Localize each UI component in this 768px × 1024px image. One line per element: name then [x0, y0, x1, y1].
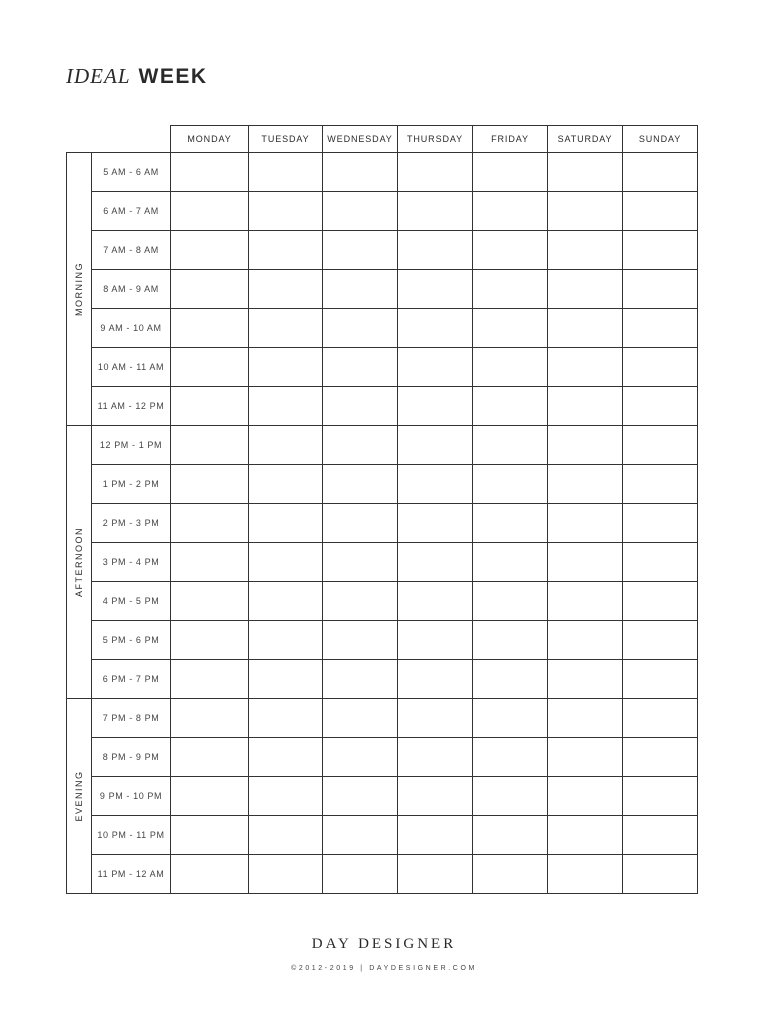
schedule-cell-wednesday[interactable]: [323, 855, 398, 894]
time-slot-label: 5 PM - 6 PM: [92, 621, 171, 660]
day-header-row: [67, 126, 698, 153]
schedule-cell-wednesday[interactable]: [323, 738, 398, 777]
schedule-cell-saturday[interactable]: [548, 660, 623, 699]
time-slot-label: 10 AM - 11 AM: [92, 348, 171, 387]
schedule-cell-monday[interactable]: [171, 270, 249, 309]
time-slot-label: 1 PM - 2 PM: [92, 465, 171, 504]
schedule-cell-wednesday[interactable]: [323, 153, 398, 192]
period-label: MORNING: [74, 262, 84, 316]
schedule-cell-monday[interactable]: [171, 504, 249, 543]
schedule-cell-thursday[interactable]: [398, 660, 473, 699]
schedule-cell-saturday[interactable]: [548, 426, 623, 465]
schedule-cell-friday[interactable]: [473, 426, 548, 465]
schedule-cell-wednesday[interactable]: [323, 465, 398, 504]
schedule-cell-thursday[interactable]: [398, 465, 473, 504]
schedule-cell-tuesday[interactable]: [249, 231, 323, 270]
schedule-cell-saturday[interactable]: [548, 621, 623, 660]
schedule-cell-thursday[interactable]: [398, 192, 473, 231]
schedule-cell-friday[interactable]: [473, 231, 548, 270]
period-label: EVENING: [74, 770, 84, 822]
period-label: AFTERNOON: [74, 526, 84, 598]
time-slot-label: 8 PM - 9 PM: [92, 738, 171, 777]
schedule-cell-saturday[interactable]: [548, 777, 623, 816]
schedule-cell-saturday[interactable]: [548, 699, 623, 738]
title-ideal: IDEAL: [66, 64, 131, 88]
schedule-cell-saturday[interactable]: [548, 348, 623, 387]
schedule-cell-monday[interactable]: [171, 153, 249, 192]
schedule-cell-thursday[interactable]: [398, 426, 473, 465]
schedule-cell-wednesday[interactable]: [323, 192, 398, 231]
schedule-cell-monday[interactable]: [171, 699, 249, 738]
time-slot-label: 5 AM - 6 AM: [92, 153, 171, 192]
schedule-cell-wednesday[interactable]: [323, 348, 398, 387]
time-slot-row: [67, 153, 698, 192]
schedule-cell-monday[interactable]: [171, 543, 249, 582]
schedule-cell-saturday[interactable]: [548, 270, 623, 309]
schedule-cell-wednesday[interactable]: [323, 309, 398, 348]
schedule-cell-wednesday[interactable]: [323, 660, 398, 699]
time-slot-label: 10 PM - 11 PM: [92, 816, 171, 855]
time-slot-label: 7 AM - 8 AM: [92, 231, 171, 270]
schedule-cell-saturday[interactable]: [548, 465, 623, 504]
time-slot-label: 12 PM - 1 PM: [92, 426, 171, 465]
schedule-cell-saturday[interactable]: [548, 192, 623, 231]
schedule-cell-tuesday[interactable]: [249, 699, 323, 738]
schedule-cell-monday[interactable]: [171, 231, 249, 270]
schedule-cell-wednesday[interactable]: [323, 582, 398, 621]
schedule-cell-monday[interactable]: [171, 738, 249, 777]
schedule-cell-tuesday[interactable]: [249, 660, 323, 699]
schedule-cell-friday[interactable]: [473, 387, 548, 426]
schedule-cell-friday[interactable]: [473, 660, 548, 699]
time-slot-row: [67, 309, 698, 348]
schedule-cell-monday[interactable]: [171, 309, 249, 348]
schedule-cell-monday[interactable]: [171, 816, 249, 855]
day-header-tuesday: TUESDAY: [249, 126, 323, 153]
time-slot-row: [67, 504, 698, 543]
day-header-monday: MONDAY: [171, 126, 249, 153]
period-evening: [67, 699, 92, 894]
schedule-cell-saturday[interactable]: [548, 855, 623, 894]
time-slot-row: [67, 738, 698, 777]
schedule-cell-sunday[interactable]: [623, 582, 698, 621]
day-header-sunday: SUNDAY: [623, 126, 698, 153]
schedule-cell-tuesday[interactable]: [249, 270, 323, 309]
schedule-cell-thursday[interactable]: [398, 777, 473, 816]
page-title: [66, 62, 208, 91]
time-slot-label: 9 AM - 10 AM: [92, 309, 171, 348]
schedule-cell-tuesday[interactable]: [249, 816, 323, 855]
schedule-cell-thursday[interactable]: [398, 153, 473, 192]
time-slot-row: [67, 426, 698, 465]
schedule-cell-saturday[interactable]: [548, 387, 623, 426]
schedule-cell-wednesday[interactable]: [323, 270, 398, 309]
schedule-cell-sunday[interactable]: [623, 153, 698, 192]
time-slot-label: 8 AM - 9 AM: [92, 270, 171, 309]
schedule-cell-thursday[interactable]: [398, 270, 473, 309]
schedule-cell-saturday[interactable]: [548, 153, 623, 192]
time-slot-row: [67, 465, 698, 504]
time-slot-row: [67, 348, 698, 387]
time-slot-row: [67, 192, 698, 231]
schedule-cell-friday[interactable]: [473, 699, 548, 738]
schedule-cell-monday[interactable]: [171, 855, 249, 894]
schedule-cell-monday[interactable]: [171, 465, 249, 504]
schedule-cell-tuesday[interactable]: [249, 309, 323, 348]
schedule-cell-friday[interactable]: [473, 582, 548, 621]
schedule-cell-tuesday[interactable]: [249, 504, 323, 543]
schedule-cell-sunday[interactable]: [623, 543, 698, 582]
schedule-cell-wednesday[interactable]: [323, 816, 398, 855]
schedule-cell-friday[interactable]: [473, 816, 548, 855]
schedule-cell-thursday[interactable]: [398, 543, 473, 582]
schedule-cell-tuesday[interactable]: [249, 153, 323, 192]
time-slot-row: [67, 660, 698, 699]
schedule-cell-thursday[interactable]: [398, 855, 473, 894]
schedule-cell-tuesday[interactable]: [249, 192, 323, 231]
schedule-cell-monday[interactable]: [171, 660, 249, 699]
schedule-cell-friday[interactable]: [473, 855, 548, 894]
time-slot-row: [67, 699, 698, 738]
schedule-cell-sunday[interactable]: [623, 660, 698, 699]
schedule-cell-friday[interactable]: [473, 543, 548, 582]
schedule-body: [67, 153, 698, 894]
schedule-cell-tuesday[interactable]: [249, 426, 323, 465]
schedule-cell-tuesday[interactable]: [249, 621, 323, 660]
schedule-cell-sunday[interactable]: [623, 777, 698, 816]
time-slot-label: 3 PM - 4 PM: [92, 543, 171, 582]
time-slot-row: [67, 270, 698, 309]
schedule-cell-sunday[interactable]: [623, 738, 698, 777]
schedule-cell-sunday[interactable]: [623, 348, 698, 387]
time-slot-label: 6 AM - 7 AM: [92, 192, 171, 231]
schedule-cell-tuesday[interactable]: [249, 387, 323, 426]
schedule-cell-sunday[interactable]: [623, 309, 698, 348]
schedule-cell-sunday[interactable]: [623, 621, 698, 660]
period-morning: [67, 153, 92, 426]
time-slot-row: [67, 621, 698, 660]
schedule-cell-saturday[interactable]: [548, 816, 623, 855]
schedule-cell-friday[interactable]: [473, 309, 548, 348]
schedule-cell-friday[interactable]: [473, 270, 548, 309]
schedule-cell-tuesday[interactable]: [249, 465, 323, 504]
day-header-thursday: THURSDAY: [398, 126, 473, 153]
schedule-cell-sunday[interactable]: [623, 504, 698, 543]
time-slot-label: 4 PM - 5 PM: [92, 582, 171, 621]
schedule-cell-tuesday[interactable]: [249, 738, 323, 777]
time-slot-label: 11 PM - 12 AM: [92, 855, 171, 894]
schedule-cell-friday[interactable]: [473, 621, 548, 660]
brand-logo: DAY DESIGNER: [311, 936, 457, 952]
schedule-cell-friday[interactable]: [473, 504, 548, 543]
day-header-saturday: SATURDAY: [548, 126, 623, 153]
schedule-cell-sunday[interactable]: [623, 699, 698, 738]
schedule-cell-monday[interactable]: [171, 426, 249, 465]
schedule-cell-friday[interactable]: [473, 738, 548, 777]
schedule-cell-thursday[interactable]: [398, 504, 473, 543]
schedule-cell-wednesday[interactable]: [323, 231, 398, 270]
title-week: WEEK: [138, 65, 208, 88]
schedule-cell-wednesday[interactable]: [323, 777, 398, 816]
schedule-cell-monday[interactable]: [171, 582, 249, 621]
schedule-cell-thursday[interactable]: [398, 582, 473, 621]
schedule-cell-friday[interactable]: [473, 192, 548, 231]
schedule-cell-wednesday[interactable]: [323, 426, 398, 465]
schedule-cell-monday[interactable]: [171, 192, 249, 231]
time-slot-row: [67, 582, 698, 621]
schedule-cell-saturday[interactable]: [548, 738, 623, 777]
time-slot-row: [67, 543, 698, 582]
time-slot-label: 11 AM - 12 PM: [92, 387, 171, 426]
schedule-cell-thursday[interactable]: [398, 387, 473, 426]
schedule-cell-sunday[interactable]: [623, 192, 698, 231]
time-slot-label: 6 PM - 7 PM: [92, 660, 171, 699]
schedule-cell-sunday[interactable]: [623, 855, 698, 894]
schedule-cell-monday[interactable]: [171, 348, 249, 387]
time-slot-label: 2 PM - 3 PM: [92, 504, 171, 543]
period-afternoon: [67, 426, 92, 699]
schedule-cell-friday[interactable]: [473, 465, 548, 504]
schedule-cell-monday[interactable]: [171, 621, 249, 660]
schedule-cell-sunday[interactable]: [623, 231, 698, 270]
schedule-cell-thursday[interactable]: [398, 621, 473, 660]
schedule-cell-sunday[interactable]: [623, 270, 698, 309]
schedule-cell-sunday[interactable]: [623, 426, 698, 465]
schedule-cell-saturday[interactable]: [548, 231, 623, 270]
schedule-cell-tuesday[interactable]: [249, 777, 323, 816]
weekly-schedule-grid: [66, 125, 698, 894]
footer-copyright: ©2012-2019 | DAYDESIGNER.COM: [291, 965, 477, 972]
schedule-cell-sunday[interactable]: [623, 816, 698, 855]
schedule-cell-tuesday[interactable]: [249, 348, 323, 387]
schedule-cell-friday[interactable]: [473, 153, 548, 192]
schedule-cell-thursday[interactable]: [398, 309, 473, 348]
schedule-cell-wednesday[interactable]: [323, 543, 398, 582]
schedule-cell-sunday[interactable]: [623, 387, 698, 426]
time-slot-row: [67, 816, 698, 855]
time-slot-row: [67, 855, 698, 894]
schedule-cell-thursday[interactable]: [398, 348, 473, 387]
time-slot-row: [67, 777, 698, 816]
schedule-cell-wednesday[interactable]: [323, 621, 398, 660]
schedule-cell-friday[interactable]: [473, 777, 548, 816]
schedule-cell-thursday[interactable]: [398, 231, 473, 270]
time-slot-label: 9 PM - 10 PM: [92, 777, 171, 816]
schedule-cell-saturday[interactable]: [548, 504, 623, 543]
schedule-cell-thursday[interactable]: [398, 816, 473, 855]
time-slot-row: [67, 231, 698, 270]
time-slot-label: 7 PM - 8 PM: [92, 699, 171, 738]
schedule-cell-saturday[interactable]: [548, 582, 623, 621]
schedule-cell-tuesday[interactable]: [249, 582, 323, 621]
schedule-cell-tuesday[interactable]: [249, 855, 323, 894]
day-header-wednesday: WEDNESDAY: [323, 126, 398, 153]
header-corner: [67, 126, 171, 153]
schedule-cell-friday[interactable]: [473, 348, 548, 387]
schedule-cell-saturday[interactable]: [548, 309, 623, 348]
schedule-cell-thursday[interactable]: [398, 738, 473, 777]
day-header-friday: FRIDAY: [473, 126, 548, 153]
schedule-cell-tuesday[interactable]: [249, 543, 323, 582]
schedule-cell-saturday[interactable]: [548, 543, 623, 582]
schedule-cell-thursday[interactable]: [398, 699, 473, 738]
schedule-cell-sunday[interactable]: [623, 465, 698, 504]
time-slot-row: [67, 387, 698, 426]
schedule-cell-wednesday[interactable]: [323, 387, 398, 426]
schedule-cell-monday[interactable]: [171, 777, 249, 816]
schedule-cell-wednesday[interactable]: [323, 504, 398, 543]
schedule-cell-wednesday[interactable]: [323, 699, 398, 738]
schedule-cell-monday[interactable]: [171, 387, 249, 426]
